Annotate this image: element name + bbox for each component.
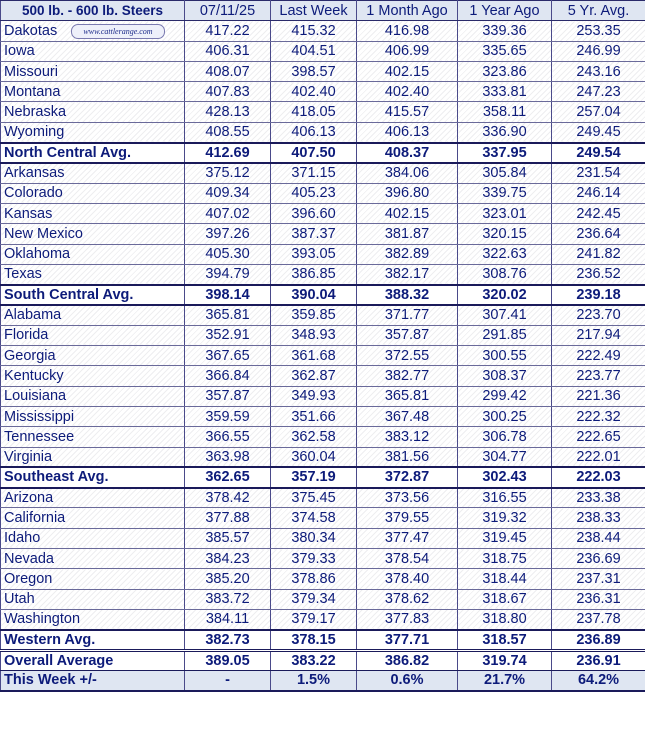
value-cell: 304.77 — [458, 447, 552, 467]
value-cell: 417.22 — [185, 21, 271, 41]
value-cell: 217.94 — [552, 325, 645, 345]
table-row — [1, 366, 645, 386]
value-cell: 323.01 — [458, 203, 552, 223]
row-label — [1, 406, 185, 426]
value-cell: 335.65 — [458, 41, 552, 61]
value-cell: 398.57 — [271, 61, 357, 81]
value-cell: 398.14 — [185, 285, 271, 305]
value-cell: 237.31 — [552, 569, 645, 589]
row-label — [1, 305, 185, 325]
value-cell: 64.2% — [552, 671, 645, 691]
value-cell: 300.25 — [458, 406, 552, 426]
value-cell: 322.63 — [458, 244, 552, 264]
row-label-text: Idaho — [4, 530, 41, 547]
column-header-current: 07/11/25 — [185, 1, 271, 21]
value-cell: 393.05 — [271, 244, 357, 264]
row-label-text: Texas — [4, 266, 42, 283]
row-label-text: Southeast Avg. — [4, 469, 109, 486]
table-row — [1, 549, 645, 569]
value-cell: 418.05 — [271, 102, 357, 122]
row-label-text: Arizona — [4, 490, 54, 507]
value-cell: 336.90 — [458, 122, 552, 142]
value-cell: 366.84 — [185, 366, 271, 386]
row-label-text: Virginia — [4, 448, 53, 465]
table-row — [1, 488, 645, 508]
region-average-row — [1, 467, 645, 487]
value-cell: 339.75 — [458, 183, 552, 203]
table-row — [1, 427, 645, 447]
value-cell: 318.44 — [458, 569, 552, 589]
value-cell: 384.11 — [185, 609, 271, 629]
table-row — [1, 325, 645, 345]
value-cell: 236.89 — [552, 630, 645, 651]
value-cell: 367.48 — [357, 406, 458, 426]
row-label — [1, 264, 185, 284]
value-cell: 388.32 — [357, 285, 458, 305]
value-cell: 378.15 — [271, 630, 357, 651]
value-cell: 387.37 — [271, 224, 357, 244]
value-cell: 377.88 — [185, 508, 271, 528]
row-label — [1, 244, 185, 264]
cattlerange-watermark-logo: www.cattlerange.com — [71, 24, 165, 39]
value-cell: 377.47 — [357, 528, 458, 548]
value-cell: 382.89 — [357, 244, 458, 264]
row-label — [1, 285, 185, 305]
row-label-text: Alabama — [4, 307, 62, 324]
row-label — [1, 386, 185, 406]
value-cell: 386.82 — [357, 650, 458, 670]
value-cell: 396.60 — [271, 203, 357, 223]
row-label-text: New Mexico — [4, 225, 83, 242]
value-cell: - — [185, 671, 271, 691]
row-label — [1, 508, 185, 528]
value-cell: 238.44 — [552, 528, 645, 548]
row-label-text: Wyoming — [4, 124, 65, 141]
value-cell: 302.43 — [458, 467, 552, 487]
table-title: 500 lb. - 600 lb. Steers — [1, 1, 185, 21]
row-label-text: Oklahoma — [4, 246, 71, 263]
table-row — [1, 589, 645, 609]
value-cell: 236.69 — [552, 549, 645, 569]
value-cell: 223.77 — [552, 366, 645, 386]
value-cell: 221.36 — [552, 386, 645, 406]
value-cell: 243.16 — [552, 61, 645, 81]
row-label-text: California — [4, 510, 66, 527]
row-label — [1, 650, 185, 670]
value-cell: 231.54 — [552, 163, 645, 183]
value-cell: 412.69 — [185, 143, 271, 163]
row-label — [1, 589, 185, 609]
row-label-text: Western Avg. — [4, 631, 96, 648]
value-cell: 233.38 — [552, 488, 645, 508]
value-cell: 318.67 — [458, 589, 552, 609]
row-label-text: Colorado — [4, 185, 63, 202]
row-label — [1, 82, 185, 102]
price-table-body — [1, 1, 645, 691]
row-label — [1, 528, 185, 548]
value-cell: 21.7% — [458, 671, 552, 691]
value-cell: 359.85 — [271, 305, 357, 325]
value-cell: 222.49 — [552, 346, 645, 366]
value-cell: 389.05 — [185, 650, 271, 670]
table-row — [1, 508, 645, 528]
value-cell: 408.07 — [185, 61, 271, 81]
value-cell: 349.93 — [271, 386, 357, 406]
value-cell: 365.81 — [185, 305, 271, 325]
value-cell: 306.78 — [458, 427, 552, 447]
table-row — [1, 264, 645, 284]
value-cell: 222.32 — [552, 406, 645, 426]
value-cell: 0.6% — [357, 671, 458, 691]
value-cell: 379.55 — [357, 508, 458, 528]
row-label — [1, 41, 185, 61]
value-cell: 381.56 — [357, 447, 458, 467]
value-cell: 415.57 — [357, 102, 458, 122]
table-row — [1, 102, 645, 122]
value-cell: 383.12 — [357, 427, 458, 447]
value-cell: 405.30 — [185, 244, 271, 264]
value-cell: 307.41 — [458, 305, 552, 325]
value-cell: 360.04 — [271, 447, 357, 467]
row-label — [1, 21, 185, 41]
row-label-text: Overall Average — [4, 652, 114, 669]
row-label — [1, 609, 185, 629]
value-cell: 406.13 — [357, 122, 458, 142]
row-label-text: Mississippi — [4, 408, 75, 425]
row-label-text: Louisiana — [4, 388, 67, 405]
region-average-row — [1, 285, 645, 305]
value-cell: 402.40 — [357, 82, 458, 102]
row-label — [1, 346, 185, 366]
value-cell: 320.15 — [458, 224, 552, 244]
row-label-text: Montana — [4, 83, 61, 100]
value-cell: 242.45 — [552, 203, 645, 223]
value-cell: 379.33 — [271, 549, 357, 569]
value-cell: 378.42 — [185, 488, 271, 508]
value-cell: 238.33 — [552, 508, 645, 528]
value-cell: 394.79 — [185, 264, 271, 284]
value-cell: 316.55 — [458, 488, 552, 508]
value-cell: 416.98 — [357, 21, 458, 41]
table-row — [1, 244, 645, 264]
value-cell: 385.20 — [185, 569, 271, 589]
row-label — [1, 366, 185, 386]
row-label — [1, 102, 185, 122]
value-cell: 379.34 — [271, 589, 357, 609]
value-cell: 362.87 — [271, 366, 357, 386]
table-row — [1, 406, 645, 426]
value-cell: 363.98 — [185, 447, 271, 467]
value-cell: 319.32 — [458, 508, 552, 528]
row-label — [1, 447, 185, 467]
column-header-last-week: Last Week — [271, 1, 357, 21]
value-cell: 406.31 — [185, 41, 271, 61]
value-cell: 237.78 — [552, 609, 645, 629]
value-cell: 384.06 — [357, 163, 458, 183]
value-cell: 241.82 — [552, 244, 645, 264]
table-row — [1, 386, 645, 406]
row-label — [1, 61, 185, 81]
column-header-5yr-avg: 5 Yr. Avg. — [552, 1, 645, 21]
value-cell: 375.12 — [185, 163, 271, 183]
value-cell: 378.62 — [357, 589, 458, 609]
column-header-month-ago: 1 Month Ago — [357, 1, 458, 21]
value-cell: 406.99 — [357, 41, 458, 61]
value-cell: 375.45 — [271, 488, 357, 508]
table-row — [1, 21, 645, 41]
value-cell: 239.18 — [552, 285, 645, 305]
table-row — [1, 224, 645, 244]
value-cell: 318.57 — [458, 630, 552, 651]
value-cell: 236.64 — [552, 224, 645, 244]
value-cell: 236.91 — [552, 650, 645, 670]
value-cell: 222.03 — [552, 467, 645, 487]
value-cell: 246.14 — [552, 183, 645, 203]
value-cell: 406.13 — [271, 122, 357, 142]
value-cell: 323.86 — [458, 61, 552, 81]
header-row — [1, 1, 645, 21]
value-cell: 374.58 — [271, 508, 357, 528]
value-cell: 305.84 — [458, 163, 552, 183]
table-row — [1, 82, 645, 102]
row-label — [1, 671, 185, 691]
value-cell: 377.71 — [357, 630, 458, 651]
overall-average-row — [1, 650, 645, 670]
value-cell: 408.55 — [185, 122, 271, 142]
value-cell: 300.55 — [458, 346, 552, 366]
value-cell: 378.86 — [271, 569, 357, 589]
row-label-text: Missouri — [4, 63, 58, 80]
value-cell: 1.5% — [271, 671, 357, 691]
value-cell: 382.73 — [185, 630, 271, 651]
value-cell: 223.70 — [552, 305, 645, 325]
value-cell: 405.23 — [271, 183, 357, 203]
value-cell: 333.81 — [458, 82, 552, 102]
value-cell: 383.72 — [185, 589, 271, 609]
table-row — [1, 528, 645, 548]
value-cell: 384.23 — [185, 549, 271, 569]
row-label — [1, 488, 185, 508]
table-row — [1, 61, 645, 81]
value-cell: 339.36 — [458, 21, 552, 41]
value-cell: 428.13 — [185, 102, 271, 122]
value-cell: 365.81 — [357, 386, 458, 406]
row-label-text: Nevada — [4, 550, 54, 567]
value-cell: 407.50 — [271, 143, 357, 163]
value-cell: 299.42 — [458, 386, 552, 406]
table-row — [1, 346, 645, 366]
table-row — [1, 122, 645, 142]
value-cell: 385.57 — [185, 528, 271, 548]
value-cell: 390.04 — [271, 285, 357, 305]
value-cell: 382.17 — [357, 264, 458, 284]
column-header-year-ago: 1 Year Ago — [458, 1, 552, 21]
row-label-text: Kentucky — [4, 367, 64, 384]
value-cell: 358.11 — [458, 102, 552, 122]
value-cell: 381.87 — [357, 224, 458, 244]
row-label-text: Oregon — [4, 570, 53, 587]
value-cell: 249.45 — [552, 122, 645, 142]
row-label — [1, 143, 185, 163]
value-cell: 357.87 — [357, 325, 458, 345]
value-cell: 318.80 — [458, 609, 552, 629]
value-cell: 372.87 — [357, 467, 458, 487]
row-label-text: Tennessee — [4, 428, 75, 445]
region-average-row — [1, 143, 645, 163]
row-label — [1, 467, 185, 487]
row-label-text: Arkansas — [4, 165, 65, 182]
table-row — [1, 183, 645, 203]
value-cell: 366.55 — [185, 427, 271, 447]
row-label — [1, 569, 185, 589]
value-cell: 377.83 — [357, 609, 458, 629]
value-cell: 407.83 — [185, 82, 271, 102]
value-cell: 319.74 — [458, 650, 552, 670]
table-row — [1, 609, 645, 629]
region-average-row — [1, 630, 645, 651]
value-cell: 253.35 — [552, 21, 645, 41]
value-cell: 308.37 — [458, 366, 552, 386]
value-cell: 402.15 — [357, 203, 458, 223]
value-cell: 378.40 — [357, 569, 458, 589]
row-label — [1, 549, 185, 569]
table-row — [1, 203, 645, 223]
table-row — [1, 163, 645, 183]
value-cell: 308.76 — [458, 264, 552, 284]
value-cell: 396.80 — [357, 183, 458, 203]
value-cell: 291.85 — [458, 325, 552, 345]
row-label — [1, 122, 185, 142]
value-cell: 257.04 — [552, 102, 645, 122]
row-label-text: Georgia — [4, 347, 56, 364]
value-cell: 402.15 — [357, 61, 458, 81]
value-cell: 407.02 — [185, 203, 271, 223]
value-cell: 357.19 — [271, 467, 357, 487]
value-cell: 367.65 — [185, 346, 271, 366]
row-label — [1, 630, 185, 651]
value-cell: 362.65 — [185, 467, 271, 487]
value-cell: 408.37 — [357, 143, 458, 163]
row-label — [1, 325, 185, 345]
value-cell: 402.40 — [271, 82, 357, 102]
value-cell: 337.95 — [458, 143, 552, 163]
value-cell: 351.66 — [271, 406, 357, 426]
value-cell: 359.59 — [185, 406, 271, 426]
value-cell: 236.52 — [552, 264, 645, 284]
table-row — [1, 41, 645, 61]
value-cell: 397.26 — [185, 224, 271, 244]
row-label-text: Nebraska — [4, 104, 67, 121]
row-label-text: Kansas — [4, 205, 53, 222]
value-cell: 319.45 — [458, 528, 552, 548]
value-cell: 371.15 — [271, 163, 357, 183]
row-label-text: North Central Avg. — [4, 144, 132, 161]
value-cell: 361.68 — [271, 346, 357, 366]
value-cell: 415.32 — [271, 21, 357, 41]
row-label — [1, 163, 185, 183]
value-cell: 222.01 — [552, 447, 645, 467]
value-cell: 380.34 — [271, 528, 357, 548]
value-cell: 371.77 — [357, 305, 458, 325]
this-week-change-row — [1, 671, 645, 691]
value-cell: 404.51 — [271, 41, 357, 61]
row-label — [1, 203, 185, 223]
value-cell: 357.87 — [185, 386, 271, 406]
row-label-text: This Week +/- — [4, 672, 97, 689]
row-label — [1, 427, 185, 447]
row-label-text: Florida — [4, 327, 49, 344]
value-cell: 383.22 — [271, 650, 357, 670]
row-label-text: Dakotas — [4, 22, 58, 39]
table-row — [1, 305, 645, 325]
row-label-text: Utah — [4, 591, 35, 608]
table-row — [1, 447, 645, 467]
row-label-text: South Central Avg. — [4, 286, 134, 303]
row-label-text: Washington — [4, 611, 81, 628]
value-cell: 409.34 — [185, 183, 271, 203]
value-cell: 373.56 — [357, 488, 458, 508]
value-cell: 386.85 — [271, 264, 357, 284]
value-cell: 382.77 — [357, 366, 458, 386]
value-cell: 320.02 — [458, 285, 552, 305]
value-cell: 247.23 — [552, 82, 645, 102]
row-label — [1, 224, 185, 244]
value-cell: 352.91 — [185, 325, 271, 345]
row-label-text: Iowa — [4, 43, 35, 60]
value-cell: 378.54 — [357, 549, 458, 569]
value-cell: 362.58 — [271, 427, 357, 447]
value-cell: 348.93 — [271, 325, 357, 345]
value-cell: 318.75 — [458, 549, 552, 569]
value-cell: 246.99 — [552, 41, 645, 61]
value-cell: 222.65 — [552, 427, 645, 447]
table-row — [1, 569, 645, 589]
value-cell: 379.17 — [271, 609, 357, 629]
value-cell: 372.55 — [357, 346, 458, 366]
value-cell: 249.54 — [552, 143, 645, 163]
value-cell: 236.31 — [552, 589, 645, 609]
row-label — [1, 183, 185, 203]
